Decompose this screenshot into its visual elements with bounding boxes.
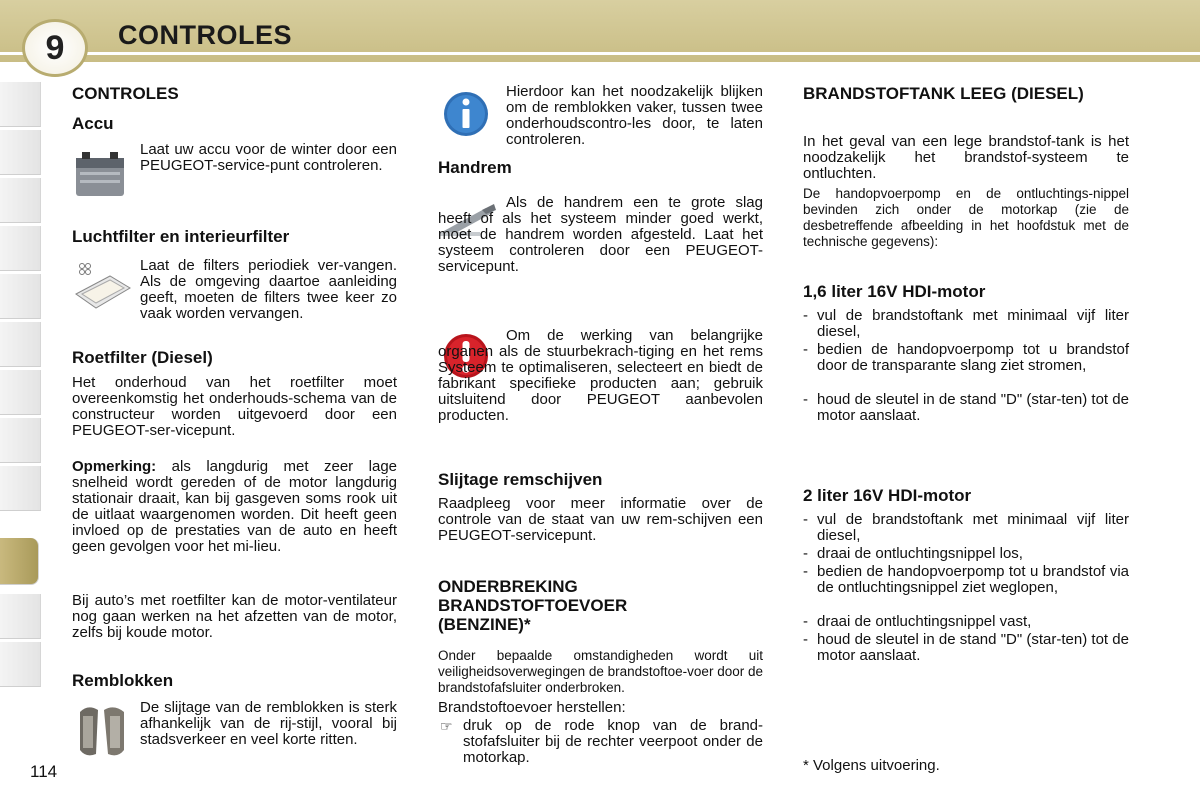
side-tab-4[interactable] [0, 226, 41, 271]
battery-icon [72, 142, 128, 202]
side-tab-8[interactable] [0, 418, 41, 463]
heading-luchtfilter: Luchtfilter en interieurfilter [72, 227, 290, 246]
heading-controles: CONTROLES [72, 84, 179, 103]
heading-16-liter: 1,6 liter 16V HDI-motor [803, 282, 986, 301]
hand-pointer-icon: ☞ [440, 718, 453, 734]
side-tab-active-chapter[interactable] [0, 538, 39, 585]
brake-pads-icon [74, 702, 130, 760]
list-item: - houd de sleutel in de stand "D" (star-ten) tot de motor aanslaat. [803, 391, 1129, 424]
text-handrem: Als de handrem een te grote slag heeft of als het systeem minder goed werkt, moet de handrem worden afgesteld. Laat het systeem controleren door een PEUGEOT-servicepunt. [438, 194, 763, 275]
text-herstellen: Brandstoftoevoer herstellen: [438, 699, 626, 716]
opmerking-body: als langdurig met zeer lage snelheid wordt gereden of de motor langdurig stationair draait, kan bij gasgeven soms rook uit de uitlaat waargenomen worden. Dit heeft geen invloed op de prestaties van de auto en heeft geen gevolgen voor het mi-lieu. [72, 458, 397, 555]
text-remblokken: De slijtage van de remblokken is sterk afhankelijk van de rij-stijl, vooral bij stadsverkeer en veel korte ritten. [140, 699, 397, 748]
text-slijtage: Raadpleeg voor meer informatie over de controle van de staat van uw rem-schijven een PEUGEOT-servicepunt. [438, 495, 763, 544]
text-accu: Laat uw accu voor de winter door een PEUGEOT-service-punt controleren. [140, 141, 397, 174]
side-tab-11[interactable] [0, 594, 41, 639]
text-druk: druk op de rode knop van de brand-stofafsluiter bij de rechter veerpoot onder de motorkap. [463, 717, 763, 766]
list-item: - vul de brandstoftank met minimaal vijf liter diesel, [803, 511, 1129, 544]
list-item: - vul de brandstoftank met minimaal vijf liter diesel, [803, 307, 1129, 340]
opmerking-label: Opmerking: [72, 458, 157, 475]
side-tab-6[interactable] [0, 322, 41, 367]
side-tab-12[interactable] [0, 642, 41, 687]
page-number: 114 [30, 762, 58, 781]
heading-handrem: Handrem [438, 158, 512, 177]
heading-2-liter: 2 liter 16V HDI-motor [803, 486, 972, 505]
heading-slijtage: Slijtage remschijven [438, 470, 603, 489]
side-tab-1[interactable] [0, 82, 41, 127]
list-item: - bedien de handopvoerpomp tot u brandstof via de ontluchtingsnippel ziet weglopen, [803, 563, 1129, 596]
text-onderbreking: Onder bepaalde omstandigheden wordt uit veiligheidsoverwegingen de brandstoftoe-voer door de brandstofafsluiter onderbroken. [438, 648, 763, 695]
text-opmerking [72, 459, 397, 555]
text-handopvoerpomp: De handopvoerpomp en de ontluchtings-nippel bevinden zich onder de motorkap (zie de desbetreffende afbeelding in het hoofdstuk met de technische gegevens): [803, 186, 1129, 249]
chapter-side-tabs [0, 82, 42, 722]
list-item: - bedien de handopvoerpomp tot u brandstof door de transparante slang ziet stromen, [803, 341, 1129, 374]
air-filter-icon [72, 258, 132, 310]
list-item: - houd de sleutel in de stand "D" (star-ten) tot de motor aanslaat. [803, 631, 1129, 664]
side-tab-5[interactable] [0, 274, 41, 319]
page-title: CONTROLES [118, 20, 293, 50]
text-brandstoftank-leeg: In het geval van een lege brandstof-tank is het noodzakelijk het brandstof-systeem te ontluchten. [803, 133, 1129, 182]
text-luchtfilter: Laat de filters periodiek ver-vangen. Als de omgeving daartoe aanleiding geeft, moeten de filters twee keer zo vaak worden vervangen. [140, 257, 397, 322]
side-tab-2[interactable] [0, 130, 41, 175]
text-ventilator: Bij auto’s met roetfilter kan de motor-ventilateur nog gaan werken na het afzetten van de motor, zelfs bij koude motor. [72, 592, 397, 641]
side-tab-7[interactable] [0, 370, 41, 415]
heading-roetfilter: Roetfilter (Diesel) [72, 348, 213, 367]
header-divider [0, 52, 1200, 55]
info-icon [442, 90, 490, 138]
text-roetfilter: Het onderhoud van het roetfilter moet overeenkomstig het onderhouds-schema van de constructeur worden uitgevoerd door een PEUGEOT-ser-vicepunt. [72, 374, 397, 439]
side-tab-9[interactable] [0, 466, 41, 511]
list-item: - draai de ontluchtingsnippel los, [803, 545, 1023, 562]
text-info-remblokken: Hierdoor kan het noodzakelijk blijken om de remblokken vaker, tussen twee onderhoudscontro-les door, te laten controleren. [506, 83, 763, 148]
heading-remblokken: Remblokken [72, 671, 174, 690]
list-item: - draai de ontluchtingsnippel vast, [803, 613, 1032, 630]
heading-onderbreking: ONDERBREKING BRANDSTOFTOEVOER (BENZINE)* [438, 577, 628, 634]
chapter-number-badge: 9 [22, 19, 88, 77]
footnote: * Volgens uitvoering. [803, 757, 940, 774]
side-tab-3[interactable] [0, 178, 41, 223]
heading-brandstoftank-leeg: BRANDSTOFTANK LEEG (DIESEL) [803, 84, 1084, 103]
heading-accu: Accu [72, 114, 114, 133]
text-warning: Om de werking van belangrijke organen als de stuurbekrach-tiging en het rems Systeem te optimaliseren, selecteert en biedt de fabrikant specifieke producten aan; gebruik uitsluitend door PEUGEOT aanbevolen producten. [438, 327, 763, 424]
